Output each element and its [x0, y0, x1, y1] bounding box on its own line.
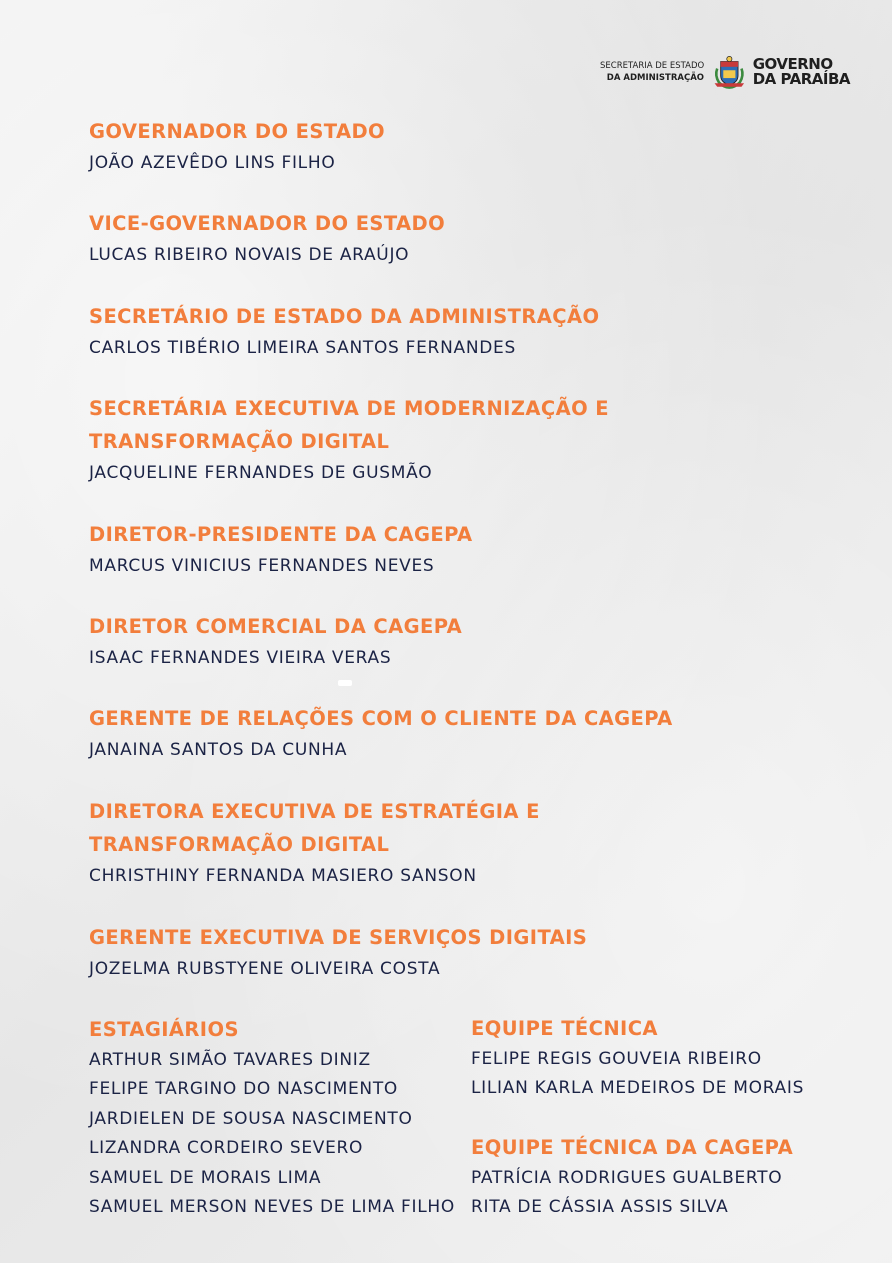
list-item: FELIPE TARGINO DO NASCIMENTO	[89, 1079, 398, 1100]
section-gerente-servicos-digitais	[89, 921, 587, 984]
section-title: GERENTE DE RELAÇÕES COM O CLIENTE DA CAGEPA	[89, 707, 673, 730]
section-title: SECRETÁRIO DE ESTADO DA ADMINISTRAÇÃO	[89, 305, 600, 328]
section-title: DIRETOR COMERCIAL DA CAGEPA	[89, 615, 463, 638]
governo-label	[753, 57, 850, 87]
header-logo	[600, 50, 850, 94]
section-title-line1: SECRETÁRIA EXECUTIVA DE MODERNIZAÇÃO E	[89, 397, 609, 420]
section-title: DIRETOR-PRESIDENTE DA CAGEPA	[89, 523, 473, 546]
section-title: EQUIPE TÉCNICA DA CAGEPA	[471, 1136, 794, 1159]
list-item: JARDIELEN DE SOUSA NASCIMENTO	[89, 1108, 413, 1129]
section-diretor-comercial	[89, 610, 462, 673]
secretaria-line2: DA ADMINISTRAÇÃO	[606, 73, 704, 83]
section-name: CARLOS TIBÉRIO LIMEIRA SANTOS FERNANDES	[89, 338, 516, 358]
section-name: JACQUELINE FERNANDES DE GUSMÃO	[89, 463, 433, 483]
section-title: GERENTE EXECUTIVA DE SERVIÇOS DIGITAIS	[89, 926, 588, 949]
section-vice-governador	[89, 207, 445, 270]
section-governador	[89, 115, 385, 178]
section-name: LUCAS RIBEIRO NOVAIS DE ARAÚJO	[89, 245, 410, 265]
section-gerente-relacoes	[89, 702, 673, 765]
list-item: LIZANDRA CORDEIRO SEVERO	[89, 1138, 364, 1159]
secretaria-label	[600, 60, 704, 84]
section-name: CHRISTHINY FERNANDA MASIERO SANSON	[89, 866, 477, 886]
list-item: RITA DE CÁSSIA ASSIS SILVA	[471, 1197, 729, 1218]
list-item: SAMUEL MERSON NEVES DE LIMA FILHO	[89, 1197, 455, 1218]
list-item: PATRÍCIA RODRIGUES GUALBERTO	[471, 1168, 783, 1188]
section-secretaria-executiva	[89, 392, 609, 488]
section-title: GOVERNADOR DO ESTADO	[89, 120, 386, 143]
governo-line2: DA PARAÍBA	[752, 70, 850, 88]
list-item: ARTHUR SIMÃO TAVARES DINIZ	[89, 1050, 371, 1070]
section-equipe-tecnica-cagepa	[471, 1131, 793, 1223]
section-name: ISAAC FERNANDES VIEIRA VERAS	[89, 648, 392, 668]
list-item: FELIPE REGIS GOUVEIA RIBEIRO	[471, 1049, 762, 1069]
secretaria-line1: SECRETARIA DE ESTADO	[600, 61, 705, 71]
section-title-line1: DIRETORA EXECUTIVA DE ESTRATÉGIA E	[89, 800, 540, 823]
list-item: LILIAN KARLA MEDEIROS DE MORAIS	[471, 1078, 805, 1099]
governo-line1: GOVERNO	[752, 55, 833, 73]
section-name: JOÃO AZEVÊDO LINS FILHO	[89, 153, 336, 173]
section-diretora-executiva	[89, 795, 540, 891]
section-title: EQUIPE TÉCNICA	[471, 1017, 658, 1040]
section-name: JANAINA SANTOS DA CUNHA	[89, 740, 348, 760]
list-item: SAMUEL DE MORAIS LIMA	[89, 1167, 322, 1188]
section-title: VICE-GOVERNADOR DO ESTADO	[89, 212, 446, 235]
section-title-line2: TRANSFORMAÇÃO DIGITAL	[89, 430, 390, 453]
section-title: ESTAGIÁRIOS	[89, 1018, 239, 1041]
paper-mark	[338, 680, 352, 686]
section-name: MARCUS VINICIUS FERNANDES NEVES	[89, 556, 435, 576]
section-name: JOZELMA RUBSTYENE OLIVEIRA COSTA	[89, 959, 441, 979]
paraiba-coat-of-arms-icon	[712, 52, 747, 92]
section-secretario-administracao	[89, 300, 599, 363]
section-equipe-tecnica	[471, 1012, 804, 1104]
section-estagiarios	[89, 1013, 455, 1222]
section-title-line2: TRANSFORMAÇÃO DIGITAL	[89, 833, 390, 856]
section-diretor-presidente	[89, 518, 473, 581]
